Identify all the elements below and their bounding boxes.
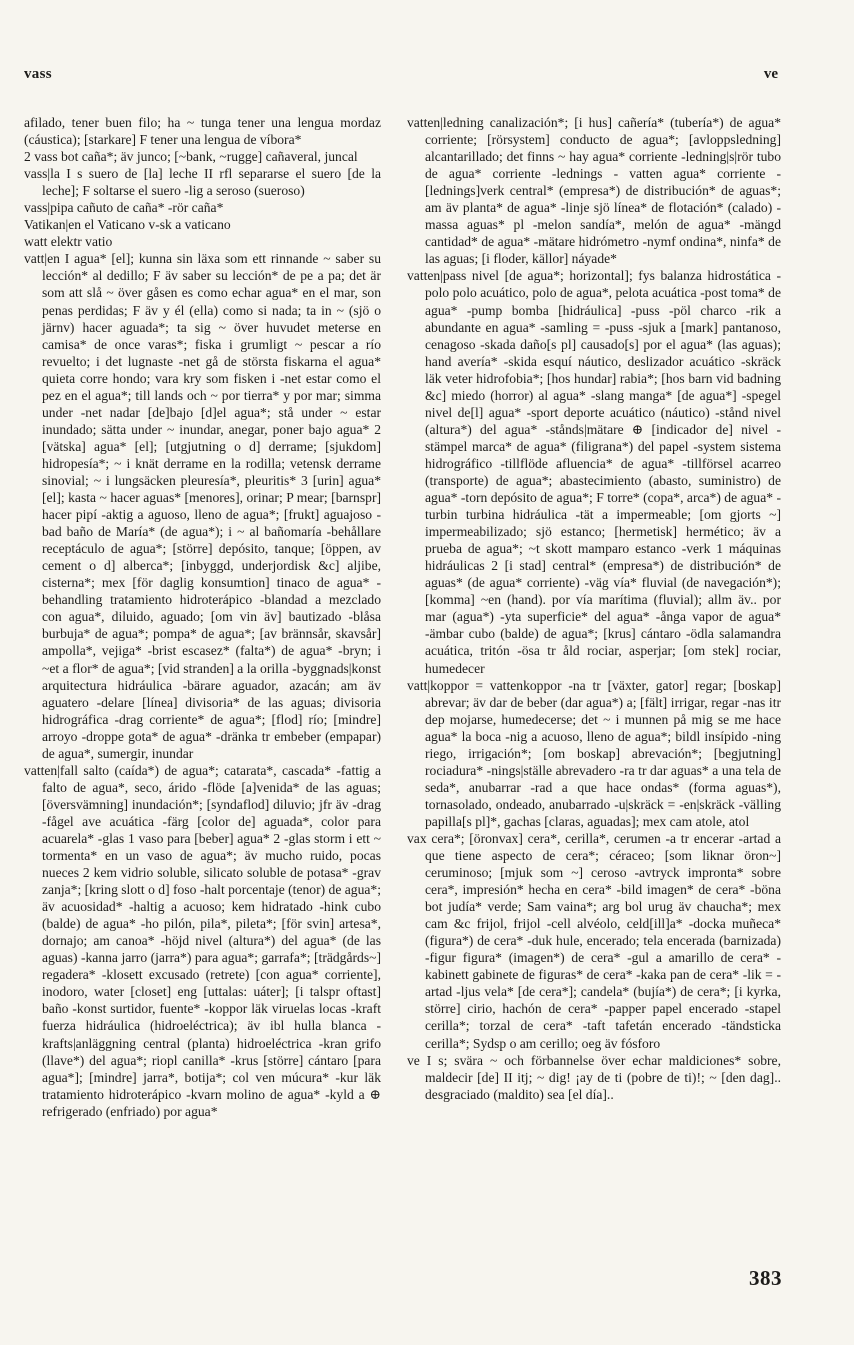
left-guide-word: vass (24, 66, 52, 82)
dictionary-entry: vax cera*; [öronvax] cera*, cerilla*, cerumen -a tr encerar -artad a que tiene aspecto de cera*; céraceo; [som liknar öron~] ceruminoso; [mjuk som ~] ceroso -avtryck impronta* sobre cera*, impresión* hecha en cera* -bild imagen* de cera* -böna bot judía* verde; Sam vaina*; arg bol urug äv chaucha*; mex cam &c frijol, frijol -cell alvéolo, celd[ill]a* -docka muñeca* (figura*) de cera* -duk hule, encerado; tela encerada (barnizada) -figur figura* (imagen*) de cera* -gul a amarillo de cera* -kabinett gabinete de figuras* de cera* -kaka pan de cera* -lik = -artad -ljus vela* [de cera*]; candela* (bujía*) de cera*; [i kyrka, större] cirio, hachón de cera* -papper papel encerado -stapel cerilla*; torzal de cera* -taft tafetán encerado -tändsticka cerilla*; Sydsp o am cerillo; oeg äv fósforo (407, 830, 781, 1051)
dictionary-entry: watt elektr vatio (24, 234, 113, 250)
dictionary-entry: vass|pipa cañuto de caña* -rör caña* (24, 200, 224, 216)
dictionary-entry: 2 vass bot caña*; äv junco; [~bank, ~rugge] cañaveral, juncal (24, 149, 358, 165)
right-guide-word: ve (763, 66, 778, 82)
page-number: 383 (749, 1266, 782, 1290)
dictionary-entry: vatten|ledning canalización*; [i hus] cañería* (tubería*) de agua* corriente; [rörsystem] conducto de agua*; [avloppsledning] alcantarillado; det finns ~ hay agua* corriente -ledning|s|rör tubo de agua* corriente -lednings - vatten agua* corriente -[lednings]verk central* (empresa*) de distribución* de aguas*; am äv planta* de agua* -linje sjö línea* de flotación* (calado) -massa aguas* pl -melon sandía*, melón de agua* -mängd cantidad* de agua* -mätare hidrómetro -nymf ondina*, ninfa* de las aguas; [i floder, källor] náyade* (407, 115, 781, 267)
dictionary-entry: Vatikan|en el Vaticano v-sk a vaticano (24, 217, 231, 233)
dictionary-entry: vatten|fall salto (caída*) de agua*; catarata*, cascada* -fattig a falto de agua*, seco, árido -flöde [a]venida* de las aguas; [översvämning] inundación*; [syndaflod] diluvio; jfr äv -drag -fågel ave acuática -färg [color de] aguada*, color para acuarela* -glas 1 vaso para [beber] agua* 2 -glas storm i ett ~ tormenta* en un vaso de agua*; äv mucho ruido, pocas nueces 2 kem vidrio soluble, silicato soluble de potasa* -grav zanja*; [kring slott o d] foso -halt porcentaje (tenor) de agua*; äv acuosidad* -haltig a acuoso; kem hidratado -hink cubo (balde) de agua* -ho pilón, pila*, pileta*; [för svin] artesa*, dornajo; am canoa* -höjd nivel (altura*) del agua* (de las aguas) -kanna jarro (jarra*) para agua*; garrafa*; [trädgårds~] regadera* -klosett excusado (retrete) [con agua* corriente], inodoro, water [closet] eng [uttalas: uáter]; [i talspr oftast] baño -konst surtidor, fuente* -koppor läk viruelas locas -kraft fuerza hidráulica (hidroeléctrica); äv ibl hulla blanca -krafts|anläggning central (planta) hidroeléctrica -kran grifo (llave*) del agua*; riopl canilla* -krus [större] cántaro [para agua*]; [mindre] jarra*, botija*; col ven múcura* -kur läk tratamiento hidroterápico -kvarn molino de agua* -kyld a ⊕ refrigerado (enfriado) por agua* (24, 762, 381, 1119)
right-column (407, 114, 781, 1103)
dictionary-entry: ve I s; svära ~ och förbannelse över echar maldiciones* sobre, maldecir [de] II itj; ~ dig! ¡ay de ti (pobre de ti)!; ~ [den dag].. desgraciado (maldito) sea [el día].. (407, 1052, 781, 1102)
running-header (0, 66, 854, 86)
dictionary-entry: vatten|pass nivel [de agua*; horizontal]; fys balanza hidrostática -polo polo acuático, polo de agua*, pelota acuática -post toma* de agua* -pump bomba [hidráulica] -puss -pöl charco -rik a abundante en agua* -samling = -puss -sjuk a [mark] pantanoso, cenagoso -skada daño[s pl] causado[s] por el agua* (las aguas); hand avería* -skida esquí náutico, deslizador acuático -skräck läk veter hidrofobia*; [hos hundar] rabia*; [hos barn vid badning &c] miedo (horror) al agua* -slang manga* [de agua*] -spegel nivel de[l] agua* -sport deporte acuático (náutico) -stånd nivel (altura*) del agua* -stånds|mätare ⊕ [indicador de] nivel -stämpel marca* de agua* (filigrana*) del papel -system sistema hidrográfico -tillflöde afluencia* de agua* -tillförsel acarreo (transporte) de agua*; abastecimiento (abasto, suministro) de agua* -torn depósito de agua*; F torre* (copa*, arca*) de agua* -turbin turbina hidráulica -tät a impermeable; [om gjorts ~] impermeabilizado; sjö estanco; [hermetisk] hermético; äv a prueba de agua*; ~t skott mamparo estanco -verk 1 máquinas hidráulicas 2 [i stad] central* (empresa*) de distribución* de aguas* (de agua* corriente) -väg vía* fluvial (de navegación*); [komma] ~en (hand). por vía marítima (fluvial); allm äv.. por mar (agua*) -yta superficie* del agua* -ånga vapor de agua* -ämbar cubo (balde) de agua*; [krus] cántaro -ödla salamandra acuática, tritón -ösa tr åld rociar, asperjar; [om stek] rociar, humedecer (407, 268, 781, 676)
dictionary-entry: vatt|en I agua* [el]; kunna sin läxa som ett rinnande ~ saber su lección* al dedillo; F äv saber su lección* de pe a pa; det är som att slå ~ över gåsen es como echar agua* en el mar, son penas perdidas; F äv y él (ella) como si nada; ta in ~ (sjö o järnv) hacer aguada*; ta sig ~ över huvudet meterse en camisa* de once varas*; fiska i grumligt ~ pescar a río revuelto; i det lugnaste -net gå de största fiskarna el agua* quieta corre hondo; vara kry som fisken i -net estar como el pez en el agua*; till lands och ~ por tierra* y por mar; simma under -net nadar [de]bajo [d]el agua*; stå under ~ estar inundado; sätta under ~ inundar, anegar, poner bajo agua* 2 [vätska] agua* [el]; [utgjutning o d] derrame; [sjukdom] hidropesía*; ~ i knät derrame en la rodilla; vetensk derrame sinovial; ~ i lungsäcken pleuresía*, pleuritis* 3 [urin] agua* [el]; kasta ~ hacer aguas* [menores], orinar; P mear; [barnspr] hacer pipí -aktig a aguoso, lleno de agua*; [frukt] aguajoso -bad baño de María* (de agua*); i ~ al bañomaría -behållare receptáculo de agua*; [större] depósito, tanque; [öppen, av cement o d] alberca*; [inbyggd, underjordisk &c] aljibe, cisterna*; mex [för daglig konsumtion] tinaco de agua* -behandling tratamiento hidroterápico -blandad a mezclado con agua*, diluido, aguado; [om vin äv] bautizado -blåsa burbuja* de agua*; pompa* de agua*; [av brännsår, skavsår] ampolla*, vejiga* -brist escasez* (falta*) de agua* -bryn; i ~et a flor* de agua*; [vid stranden] a la orilla -byggnads|konst arquitectura hidráulica -bärare aguador, azacán; am äv aguatero -delare [línea] divisoria* de las aguas; divisoria hidrográfica -drag corriente* de agua*; [flod] río; [mindre] arroyo -droppe gota* de agua* -dränka tr embeber (empapar) de agua*, sumergir, inundar (24, 251, 381, 761)
left-column (24, 114, 381, 1120)
dictionary-entry: afilado, tener buen filo; ha ~ tunga tener una lengua mordaz (cáustica); [starkare] F tener una lengua de víbora* (24, 115, 381, 148)
dictionary-entry: vass|la I s suero de [la] leche II rfl separarse el suero [de la leche]; F soltarse el suero -lig a seroso (sueroso) (24, 166, 381, 199)
dictionary-entry: vatt|koppor = vattenkoppor -na tr [växter, gator] regar; [boskap] abrevar; äv dar de beber (dar agua*) a; [fält] irrigar, regar -nas itr dep mojarse, humedecerse; det ~ i munnen på mig se me hace agua* la boca -nig a acuoso, lleno de agua*; bildl insípido -ning riego, irrigación*; [om boskap] abrevación*; [begjutning] rociadura* -nings|ställe abrevadero -ra tr dar aguas* a una tela de seda*, anubarrar -rad a que hace ondas* (forma aguas*), tornasolado, ondeado, anubarrado -u|skräck = -en|skräck -välling papilla[s pl]*, gachas [claras, aguadas]; mex cam atole, atol (407, 677, 781, 829)
